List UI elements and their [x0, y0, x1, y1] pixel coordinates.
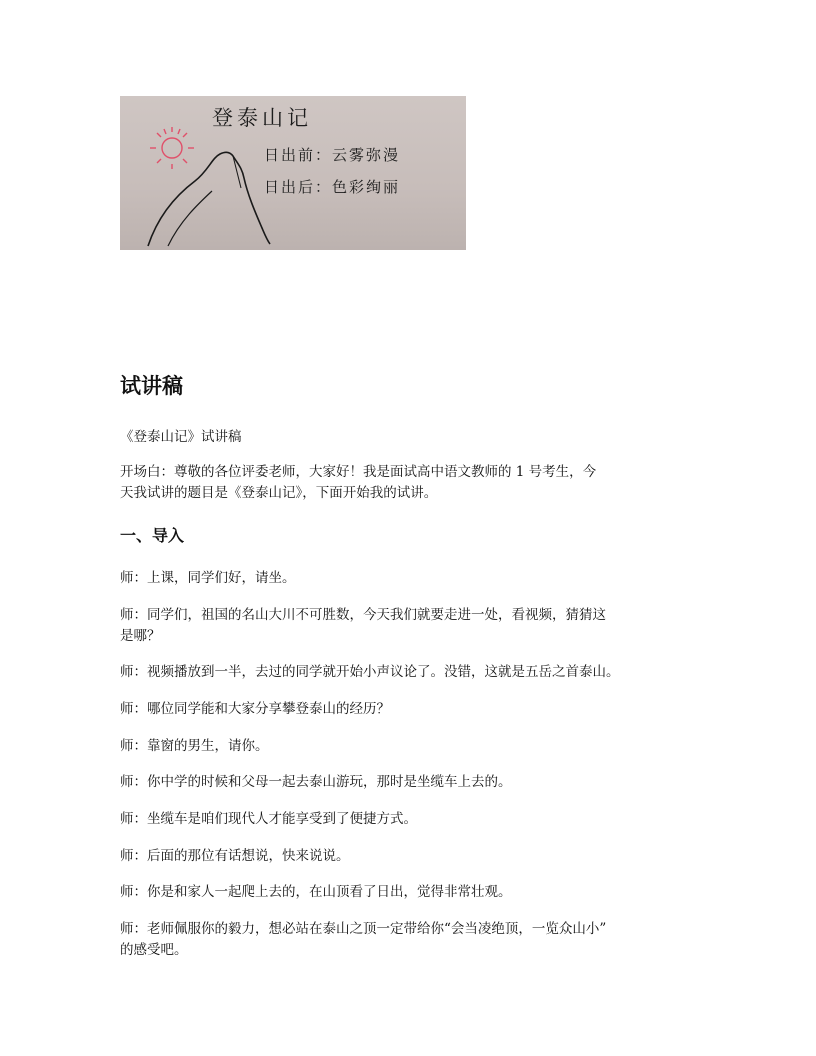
dialogue-paragraph: 师：上课，同学们好，请坐。: [120, 570, 296, 586]
sun-icon: [150, 127, 194, 169]
dialogue-paragraph: 师：老师佩服你的毅力，想必站在泰山之顶一定带给你“会当凌绝顶，一览众山小” 的感受吧。: [120, 921, 607, 958]
section-heading-intro: 一、导入: [120, 526, 185, 545]
dialogue-paragraph: 师：哪位同学能和大家分享攀登泰山的经历？: [120, 701, 390, 717]
doc-subtitle: 《登泰山记》试讲稿: [120, 429, 242, 445]
note-line-after-sunrise: 日出后：色彩绚丽: [264, 178, 401, 196]
dialogue-paragraph: 师：后面的那位有话想说，快来说说。: [120, 848, 350, 864]
page-title: 试讲稿: [120, 374, 183, 398]
dialogue-paragraph: 师：视频播放到一半，去过的同学就开始小声议论了。没错，这就是五岳之首泰山。: [120, 664, 620, 680]
handwritten-note-image: [120, 96, 466, 250]
opening-paragraph: 开场白：尊敬的各位评委老师，大家好！我是面试高中语文教师的 1 号考生，今 天我试讲的题目是《登泰山记》，下面开始我的试讲。: [120, 464, 597, 501]
dialogue-paragraph: 师：坐缆车是咱们现代人才能享受到了便捷方式。: [120, 811, 417, 827]
dialogue-paragraph: 师：靠窗的男生，请你。: [120, 738, 269, 754]
dialogue-paragraph: 师：你是和家人一起爬上去的，在山顶看了日出，觉得非常壮观。: [120, 884, 512, 900]
dialogue-paragraph: 师：你中学的时候和父母一起去泰山游玩，那时是坐缆车上去的。: [120, 774, 512, 790]
mountain-icon: [148, 152, 270, 246]
dialogue-paragraph: 师：同学们，祖国的名山大川不可胜数，今天我们就要走进一处，看视频，猜猜这 是哪？: [120, 607, 606, 644]
note-title: 登泰山记: [212, 106, 312, 130]
note-line-before-sunrise: 日出前：云雾弥漫: [264, 146, 401, 164]
